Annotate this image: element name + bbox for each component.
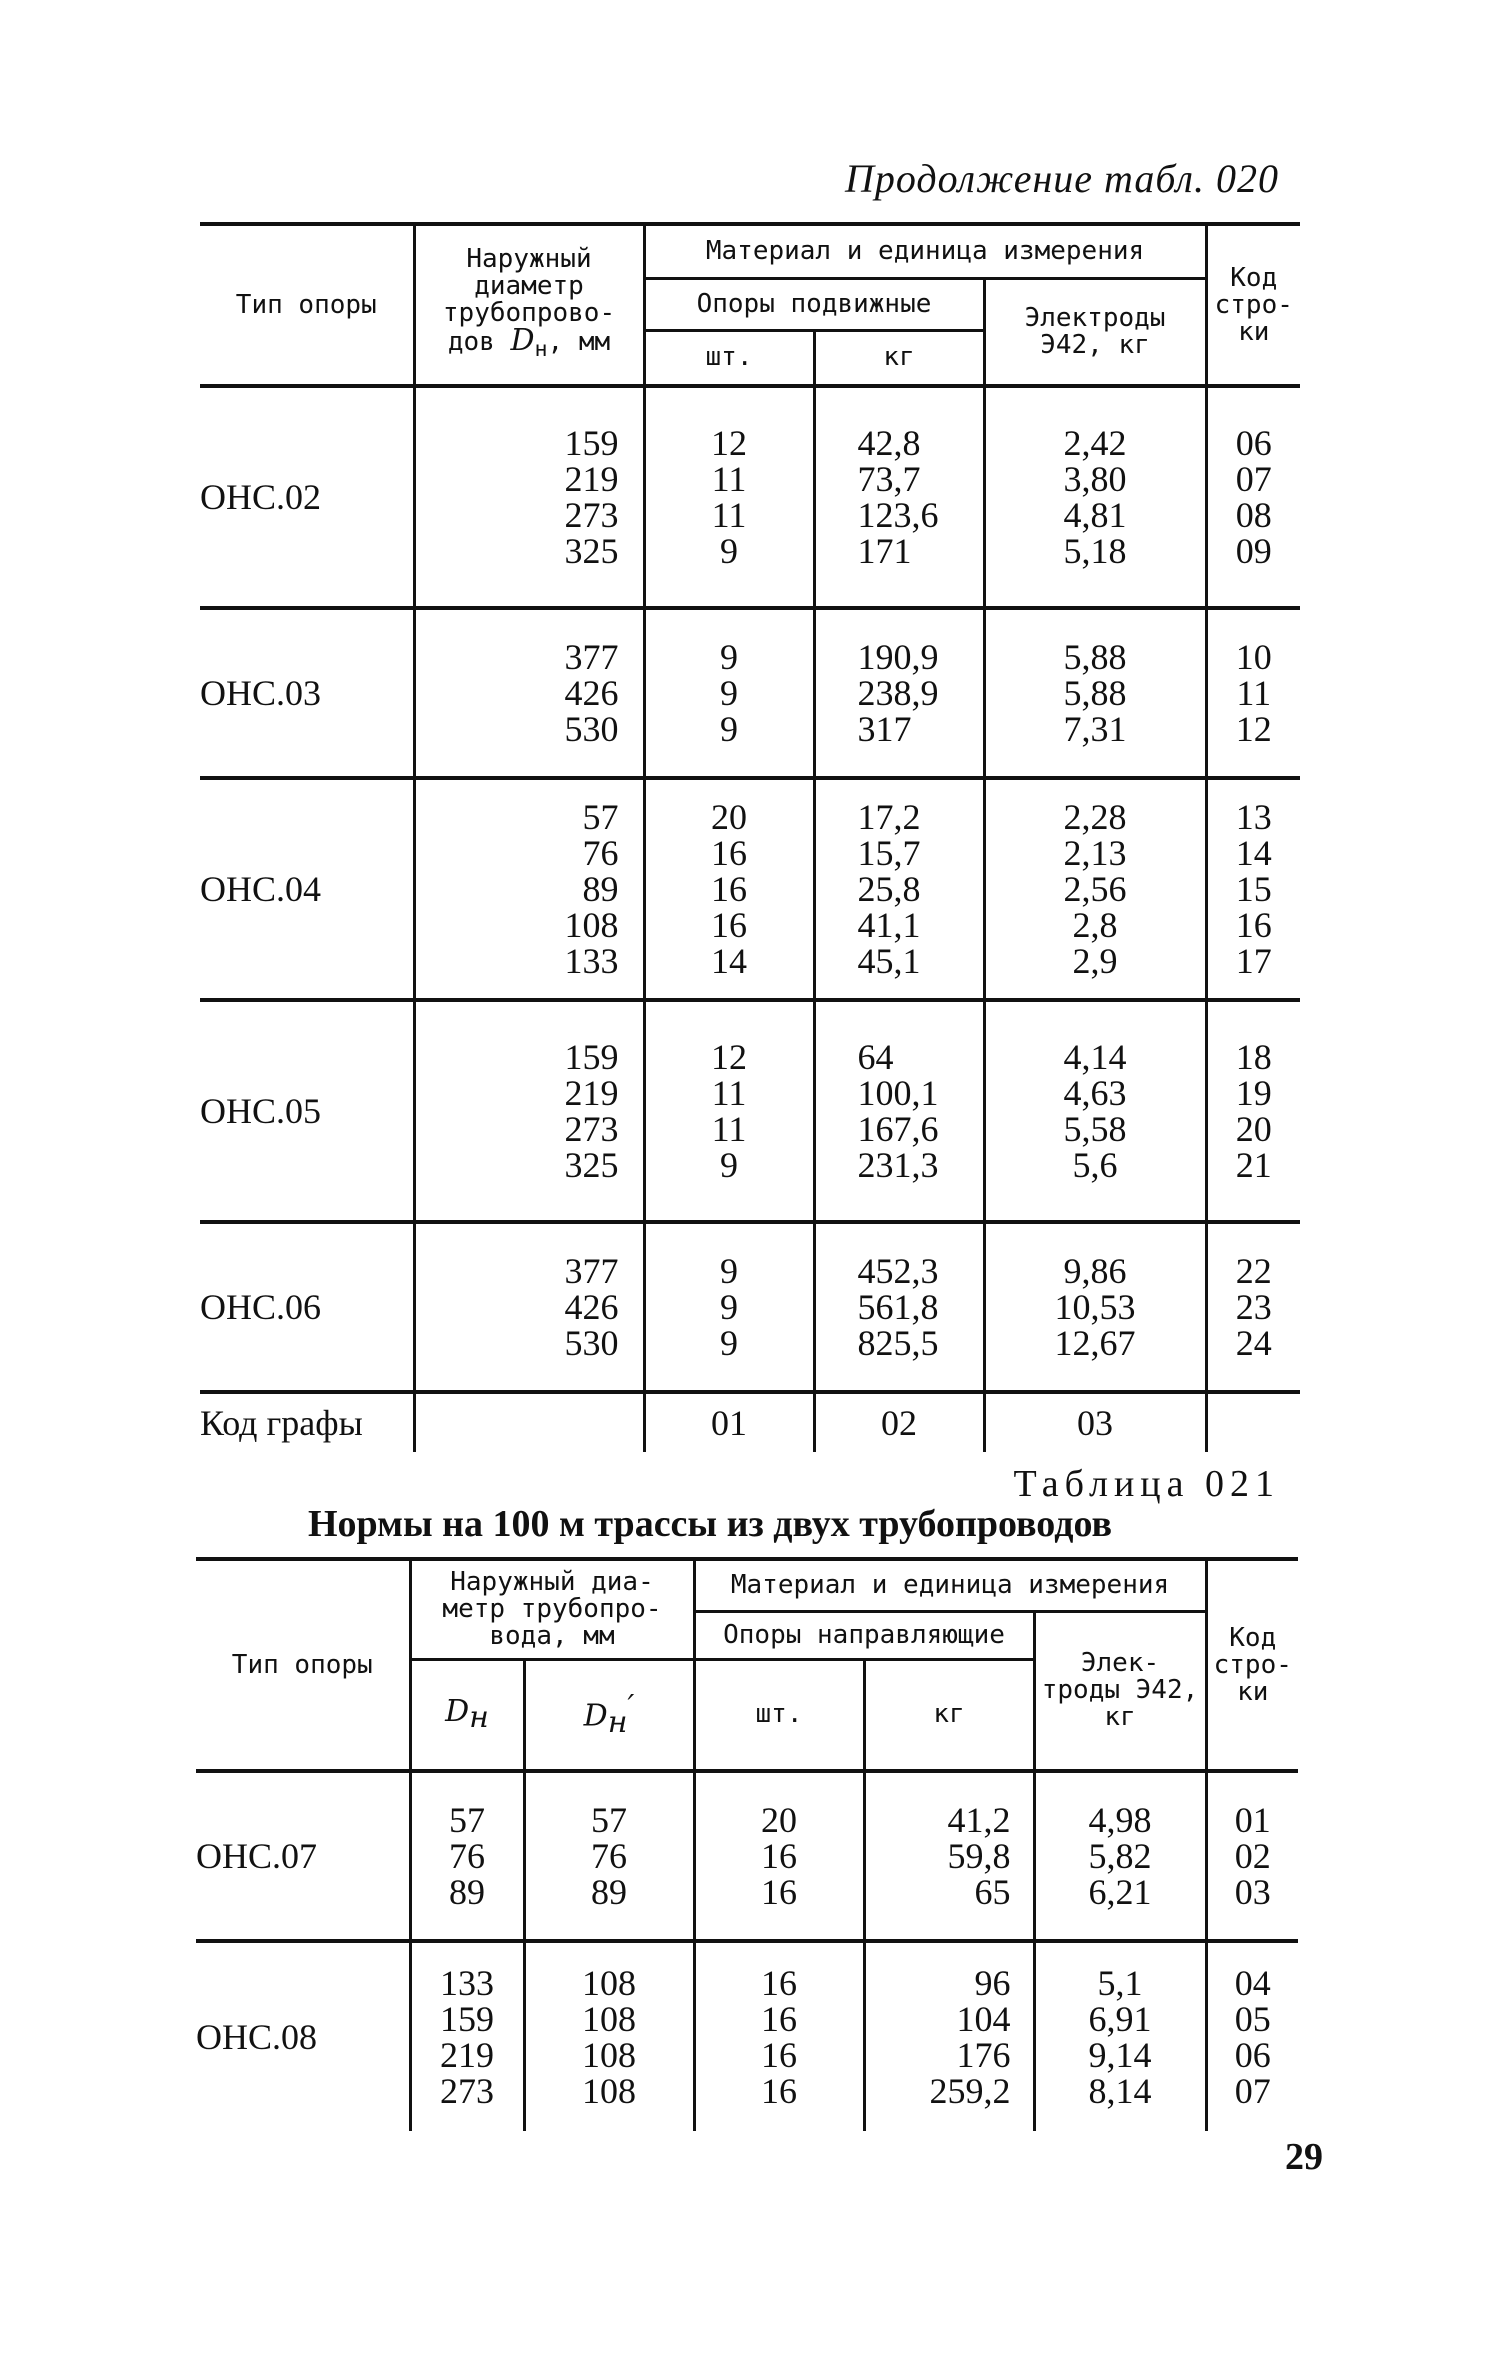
table-row: [200, 608, 1300, 778]
pcs-cell-value: 16: [761, 1836, 797, 1876]
header-supports: Опоры направляющие: [694, 1611, 1034, 1659]
code-cell-value: 23: [1235, 1287, 1272, 1327]
diameter-cell: [414, 1222, 644, 1392]
pcs-cell-value: 11: [711, 495, 747, 535]
kg-cell-value: 96: [974, 1963, 1011, 2003]
diameter-cell-value: 273: [564, 495, 619, 535]
electrodes-cell: [984, 386, 1206, 608]
page-number: 29: [1285, 2136, 1323, 2178]
code-cell-value: 22: [1235, 1251, 1272, 1291]
electrodes-cell-value: 4,14: [1063, 1037, 1127, 1077]
electrodes-cell: [984, 1222, 1206, 1392]
electrodes-cell-value: 2,13: [1063, 833, 1127, 873]
code-cell-value: 08: [1235, 495, 1272, 535]
pcs-cell-value: 16: [711, 833, 747, 873]
electrodes-cell-value: 5,82: [1088, 1836, 1152, 1876]
diameter-cell: [414, 778, 644, 1000]
kg-cell-value: 317: [857, 709, 912, 749]
pcs-cell-value: 16: [761, 1872, 797, 1912]
diameter-cell-value: 76: [582, 833, 619, 873]
kg-cell: [814, 386, 984, 608]
code-cell-value: 06: [1234, 2035, 1271, 2075]
pcs-cell-value: 11: [711, 1109, 747, 1149]
code-cell: [1206, 1771, 1298, 1941]
pcs-cell-value: 9: [720, 1251, 738, 1291]
dn-cell-value: 57: [449, 1800, 485, 1840]
dn-prime-cell: [524, 1941, 694, 2131]
code-cell-value: 06: [1235, 423, 1272, 463]
table-021-title: Нормы на 100 м трассы из двух трубопроводов: [307, 1503, 1113, 1545]
electrodes-cell-value: 12,67: [1054, 1323, 1136, 1363]
table-row: [200, 386, 1300, 608]
diameter-cell-value: 219: [564, 459, 619, 499]
electrodes-cell-value: 4,81: [1063, 495, 1127, 535]
kg-cell-value: 100,1: [857, 1073, 939, 1113]
kg-cell-value: 825,5: [857, 1323, 939, 1363]
diameter-cell: [414, 1000, 644, 1222]
pcs-cell: [644, 1222, 814, 1392]
code-cell-value: 15: [1235, 869, 1272, 909]
kg-cell-value: 231,3: [857, 1145, 939, 1185]
kg-cell-value: 45,1: [857, 941, 921, 981]
diameter-cell-value: 426: [564, 673, 619, 713]
diameter-cell-value: 159: [564, 1037, 619, 1077]
code-cell-value: 24: [1235, 1323, 1272, 1363]
electrodes-cell-value: 2,28: [1063, 797, 1127, 837]
header-type: Тип опоры: [196, 1559, 410, 1771]
electrodes-cell-value: 2,56: [1063, 869, 1127, 909]
kg-cell: [864, 1771, 1034, 1941]
table-row: [200, 1000, 1300, 1222]
dn-cell-value: 219: [440, 2035, 494, 2075]
pcs-cell: [694, 1771, 864, 1941]
electrodes-cell-value: 8,14: [1088, 2071, 1152, 2111]
diameter-cell-value: 325: [564, 531, 619, 571]
footer-row: [200, 1392, 1300, 1452]
header-type: Тип опоры: [200, 224, 414, 386]
dn-prime-cell-value: 89: [591, 1872, 627, 1912]
electrodes-cell: [984, 1000, 1206, 1222]
header-code: Код стро- ки: [1206, 1559, 1298, 1771]
electrodes-cell-value: 9,14: [1088, 2035, 1152, 2075]
header-electrodes: Электроды Э42, кг: [984, 278, 1206, 386]
dn-prime-cell-value: 108: [582, 2071, 636, 2111]
footer-col-03: 03: [984, 1392, 1206, 1452]
pcs-cell-value: 16: [761, 1999, 797, 2039]
pcs-cell-value: 9: [720, 531, 738, 571]
code-cell-value: 12: [1235, 709, 1272, 749]
header-diameter: Наружный диа- метр трубопро- вода, мм: [410, 1559, 694, 1659]
kg-cell-value: 238,9: [857, 673, 939, 713]
electrodes-cell-value: 6,91: [1088, 1999, 1152, 2039]
pcs-cell-value: 16: [761, 1963, 797, 2003]
dn-prime-cell-value: 57: [591, 1800, 627, 1840]
code-cell-value: 04: [1234, 1963, 1271, 2003]
dn-prime-cell-value: 108: [582, 1963, 636, 2003]
pcs-cell-value: 12: [711, 1037, 747, 1077]
dn-prime-cell: [524, 1771, 694, 1941]
electrodes-cell-value: 2,8: [1072, 905, 1118, 945]
code-cell-value: 17: [1235, 941, 1272, 981]
kg-cell-value: 41,1: [857, 905, 921, 945]
dn-prime-cell-value: 76: [591, 1836, 627, 1876]
pcs-cell-value: 9: [720, 637, 738, 677]
pcs-cell-value: 16: [711, 905, 747, 945]
pcs-cell-value: 9: [720, 1323, 738, 1363]
support-type: ОНС.06: [200, 1222, 414, 1392]
electrodes-cell-value: 5,18: [1063, 531, 1127, 571]
pcs-cell-value: 16: [761, 2035, 797, 2075]
dn-cell-value: 133: [440, 1963, 494, 2003]
kg-cell-value: 123,6: [857, 495, 939, 535]
diameter-cell-value: 57: [582, 797, 619, 837]
support-type: ОНС.07: [196, 1771, 410, 1941]
table-021-body: [196, 1771, 1298, 2131]
code-cell-value: 19: [1235, 1073, 1272, 1113]
diameter-cell: [414, 608, 644, 778]
kg-cell-value: 42,8: [857, 423, 921, 463]
code-cell-value: 09: [1235, 531, 1272, 571]
pcs-cell: [644, 386, 814, 608]
pcs-cell-value: 12: [711, 423, 747, 463]
kg-cell-value: 64: [857, 1037, 894, 1077]
diameter-cell-value: 273: [564, 1109, 619, 1149]
code-cell: [1206, 1941, 1298, 2131]
kg-cell-value: 73,7: [857, 459, 921, 499]
footer-col-02: 02: [814, 1392, 984, 1452]
kg-cell: [814, 1000, 984, 1222]
electrodes-cell-value: 9,86: [1063, 1251, 1127, 1291]
electrodes-cell-value: 5,6: [1072, 1145, 1118, 1185]
code-cell: [1206, 608, 1300, 778]
diameter-cell-value: 108: [564, 905, 619, 945]
electrodes-cell-value: 5,88: [1063, 637, 1127, 677]
electrodes-cell-value: 3,80: [1063, 459, 1127, 499]
dn-cell: [410, 1941, 524, 2131]
diameter-cell-value: 89: [582, 869, 619, 909]
pcs-cell: [644, 1000, 814, 1222]
kg-cell-value: 167,6: [857, 1109, 939, 1149]
table-row: [196, 1771, 1298, 1941]
kg-cell-value: 59,8: [947, 1836, 1011, 1876]
code-cell-value: 10: [1235, 637, 1272, 677]
electrodes-cell-value: 5,1: [1097, 1963, 1143, 2003]
kg-cell-value: 41,2: [947, 1800, 1011, 1840]
electrodes-cell-value: 2,9: [1072, 941, 1118, 981]
kg-cell-value: 259,2: [929, 2071, 1011, 2111]
table-row: [200, 778, 1300, 1000]
kg-cell-value: 65: [974, 1872, 1011, 1912]
header-pcs: шт.: [694, 1659, 864, 1771]
header-kg: кг: [814, 330, 984, 386]
diameter-cell-value: 325: [564, 1145, 619, 1185]
kg-cell-value: 561,8: [857, 1287, 939, 1327]
header-material: Материал и единица измерения: [644, 224, 1206, 278]
header-pcs: шт.: [644, 330, 814, 386]
pcs-cell-value: 11: [711, 459, 747, 499]
code-cell: [1206, 386, 1300, 608]
diameter-cell-value: 426: [564, 1287, 619, 1327]
code-cell-value: 05: [1234, 1999, 1271, 2039]
header-supports: Опоры подвижные: [644, 278, 984, 330]
support-type: ОНС.05: [200, 1000, 414, 1222]
code-cell-value: 03: [1234, 1872, 1271, 1912]
pcs-cell-value: 16: [711, 869, 747, 909]
diameter-cell: [414, 386, 644, 608]
code-cell: [1206, 1222, 1300, 1392]
pcs-cell: [644, 778, 814, 1000]
code-cell-value: 07: [1235, 459, 1272, 499]
kg-cell-value: 15,7: [857, 833, 921, 873]
kg-cell: [814, 608, 984, 778]
header-electrodes: Элек- троды Э42, кг: [1034, 1611, 1206, 1771]
code-cell-value: 21: [1235, 1145, 1272, 1185]
code-cell-value: 14: [1235, 833, 1272, 873]
code-cell-value: 11: [1236, 673, 1272, 713]
code-cell-value: 07: [1234, 2071, 1271, 2111]
electrodes-cell-value: 4,98: [1088, 1800, 1152, 1840]
electrodes-cell: [984, 778, 1206, 1000]
diameter-cell-value: 133: [564, 941, 619, 981]
header-dn-prime: $D_н'$: [524, 1659, 694, 1771]
pcs-cell-value: 14: [711, 941, 747, 981]
dn-cell-value: 159: [440, 1999, 494, 2039]
header-material: Материал и единица измерения: [694, 1559, 1206, 1611]
table-021-label: Таблица 021: [1013, 1463, 1280, 1505]
table-row: [200, 1222, 1300, 1392]
kg-cell-value: 176: [956, 2035, 1011, 2075]
electrodes-cell-value: 5,58: [1063, 1109, 1127, 1149]
code-cell-value: 16: [1235, 905, 1272, 945]
support-type: ОНС.02: [200, 386, 414, 608]
electrodes-cell: [984, 608, 1206, 778]
kg-cell: [864, 1941, 1034, 2131]
electrodes-cell-value: 5,88: [1063, 673, 1127, 713]
pcs-cell: [694, 1941, 864, 2131]
code-cell-value: 18: [1235, 1037, 1272, 1077]
kg-cell-value: 25,8: [857, 869, 921, 909]
kg-cell-value: 17,2: [857, 797, 921, 837]
code-cell: [1206, 778, 1300, 1000]
dn-cell-value: 76: [449, 1836, 485, 1876]
kg-cell-value: 104: [956, 1999, 1011, 2039]
electrodes-cell-value: 4,63: [1063, 1073, 1127, 1113]
support-type: ОНС.08: [196, 1941, 410, 2131]
diameter-cell-value: 219: [564, 1073, 619, 1113]
header-diameter: Наружный диаметр трубопрово- дов $D_н$, мм: [414, 224, 644, 386]
electrodes-cell-value: 2,42: [1063, 423, 1127, 463]
table-021: [196, 1557, 1298, 2131]
pcs-cell-value: 16: [761, 2071, 797, 2111]
kg-cell-value: 452,3: [857, 1251, 939, 1291]
pcs-cell: [644, 608, 814, 778]
dn-cell: [410, 1771, 524, 1941]
electrodes-cell-value: 7,31: [1063, 709, 1127, 749]
pcs-cell-value: 11: [711, 1073, 747, 1113]
code-cell-value: 01: [1234, 1800, 1271, 1840]
kg-cell-value: 171: [857, 531, 912, 571]
code-cell-value: 13: [1235, 797, 1272, 837]
electrodes-cell-value: 6,21: [1088, 1872, 1152, 1912]
kg-cell-value: 190,9: [857, 637, 939, 677]
kg-cell: [814, 1222, 984, 1392]
header-code: Код стро- ки: [1206, 224, 1300, 386]
electrodes-cell: [1034, 1941, 1206, 2131]
header-dn: $D_н$: [410, 1659, 524, 1771]
dn-prime-cell-value: 108: [582, 1999, 636, 2039]
code-cell-value: 20: [1235, 1109, 1272, 1149]
pcs-cell-value: 9: [720, 1287, 738, 1327]
code-cell-value: 02: [1234, 1836, 1271, 1876]
table-020: [200, 222, 1300, 1452]
support-type: ОНС.03: [200, 608, 414, 778]
diameter-cell-value: 377: [564, 1251, 619, 1291]
pcs-cell-value: 20: [761, 1800, 797, 1840]
diameter-cell-value: 530: [564, 709, 619, 749]
continuation-title: Продолжение табл. 020: [844, 156, 1279, 201]
support-type: ОНС.04: [200, 778, 414, 1000]
dn-cell-value: 273: [440, 2071, 494, 2111]
electrodes-cell: [1034, 1771, 1206, 1941]
pcs-cell-value: 9: [720, 1145, 738, 1185]
table-020-body: [200, 386, 1300, 1392]
diameter-cell-value: 159: [564, 423, 619, 463]
pcs-cell-value: 9: [720, 709, 738, 749]
dn-cell-value: 89: [449, 1872, 485, 1912]
dn-prime-cell-value: 108: [582, 2035, 636, 2075]
footer-label: Код графы: [200, 1392, 414, 1452]
pcs-cell-value: 9: [720, 673, 738, 713]
diameter-cell-value: 530: [564, 1323, 619, 1363]
kg-cell: [814, 778, 984, 1000]
diameter-cell-value: 377: [564, 637, 619, 677]
table-row: [196, 1941, 1298, 2131]
code-cell: [1206, 1000, 1300, 1222]
footer-col-01: 01: [644, 1392, 814, 1452]
pcs-cell-value: 20: [711, 797, 747, 837]
header-kg: кг: [864, 1659, 1034, 1771]
electrodes-cell-value: 10,53: [1054, 1287, 1136, 1327]
